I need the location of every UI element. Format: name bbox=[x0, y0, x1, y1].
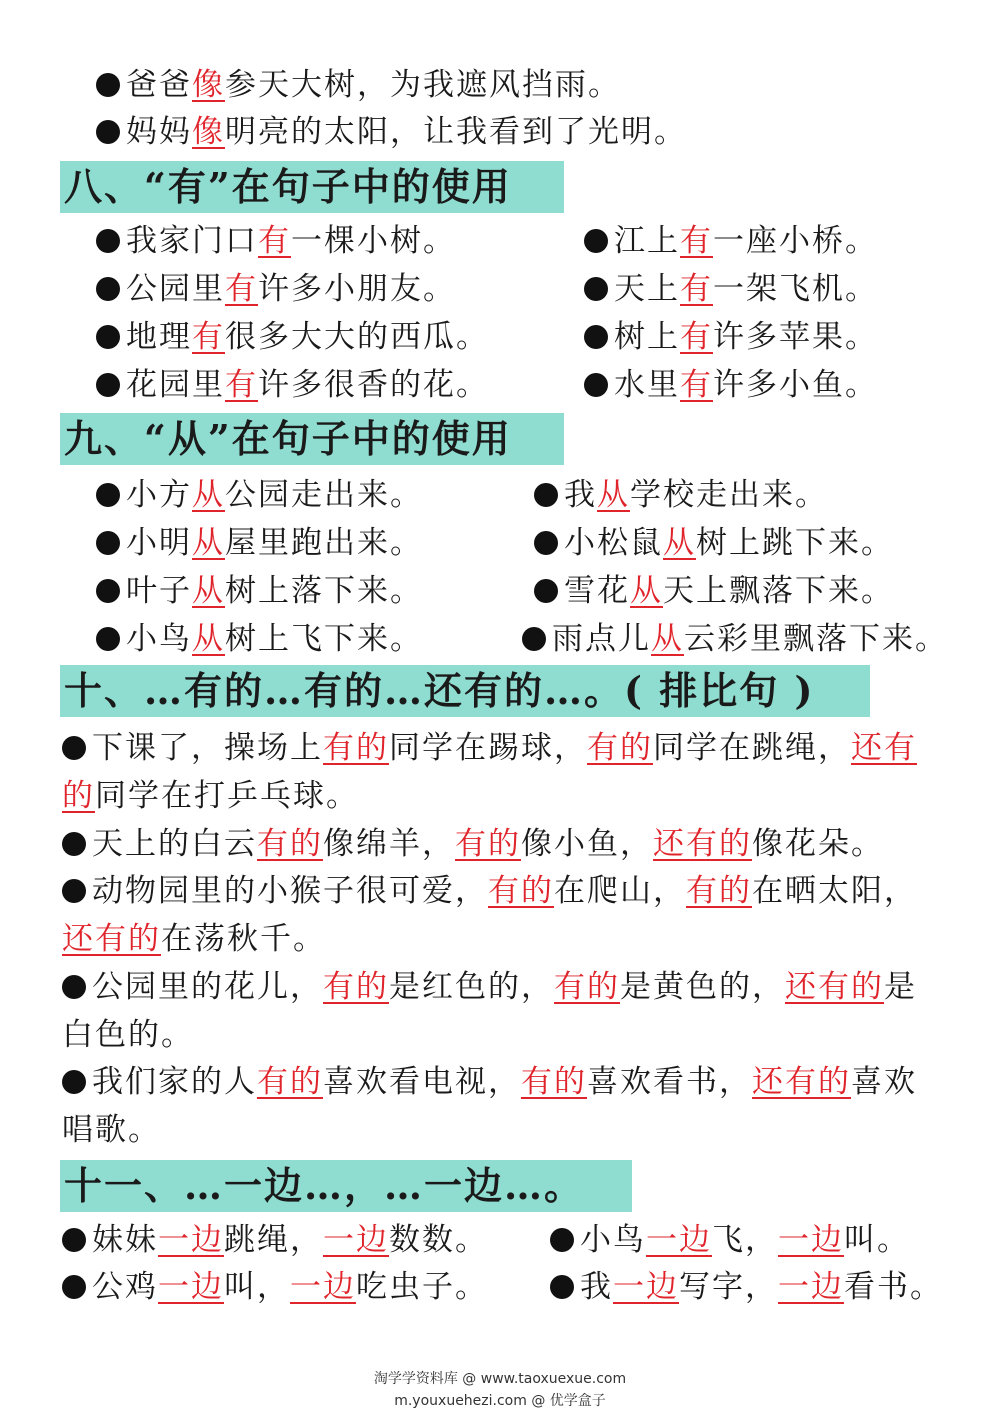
text: 许多小朋友。 bbox=[258, 271, 456, 307]
sec9-left-item bbox=[96, 571, 423, 611]
sec10-line bbox=[62, 1110, 161, 1150]
text: 学校走出来。 bbox=[630, 477, 828, 513]
highlight: 有的 bbox=[488, 873, 554, 909]
sec8-right-item bbox=[584, 317, 878, 357]
text: 写字， bbox=[679, 1269, 778, 1305]
text: 妹妹 bbox=[92, 1222, 158, 1258]
text: 是黄色的， bbox=[620, 969, 785, 1005]
sec10-line bbox=[62, 728, 917, 768]
bullet-icon bbox=[96, 325, 120, 349]
highlight: 有的 bbox=[554, 969, 620, 1005]
sec10-line bbox=[62, 919, 326, 959]
text: 叫， bbox=[224, 1269, 290, 1305]
text: 爸爸 bbox=[126, 67, 192, 103]
text: 一棵小树。 bbox=[291, 223, 456, 259]
text: 天上 bbox=[614, 271, 680, 307]
bullet-icon bbox=[584, 373, 608, 397]
highlight: 有 bbox=[225, 271, 258, 307]
highlight: 还有的 bbox=[62, 921, 161, 957]
highlight: 有 bbox=[680, 367, 713, 403]
text: 小明 bbox=[126, 525, 192, 561]
highlight: 从 bbox=[192, 621, 225, 657]
text: 我 bbox=[564, 477, 597, 513]
text: 明亮的太阳，让我看到了光明。 bbox=[225, 114, 687, 150]
highlight: 有的 bbox=[323, 730, 389, 766]
sec10-line bbox=[62, 871, 917, 911]
text: 是红色的， bbox=[389, 969, 554, 1005]
bullet-icon bbox=[550, 1228, 574, 1252]
text: 是 bbox=[884, 969, 917, 1005]
sec9-right-item bbox=[534, 523, 894, 563]
highlight: 有 bbox=[680, 223, 713, 259]
sec8-left-item bbox=[96, 221, 456, 261]
sec10-line bbox=[62, 1062, 917, 1102]
text: 动物园里的小猴子很可爱， bbox=[92, 873, 488, 909]
bullet-icon bbox=[62, 736, 86, 760]
text: 一座小桥。 bbox=[713, 223, 878, 259]
bullet-icon bbox=[534, 531, 558, 555]
text: 同学在跳绳， bbox=[653, 730, 851, 766]
text: 像小鱼， bbox=[521, 826, 653, 862]
highlight: 有的 bbox=[455, 826, 521, 862]
sec8-right-item bbox=[584, 221, 878, 261]
sec8-left-item bbox=[96, 365, 489, 405]
bullet-icon bbox=[584, 277, 608, 301]
text: 叶子 bbox=[126, 573, 192, 609]
sec9-left-item bbox=[96, 619, 423, 659]
highlight: 像 bbox=[192, 114, 225, 150]
text: 许多小鱼。 bbox=[713, 367, 878, 403]
text: 飞， bbox=[712, 1222, 778, 1258]
text: 一架飞机。 bbox=[713, 271, 878, 307]
text: 树上飞下来。 bbox=[225, 621, 423, 657]
text: 花园里 bbox=[126, 367, 225, 403]
highlight: 有 bbox=[680, 319, 713, 355]
text: 屋里跑出来。 bbox=[225, 525, 423, 561]
text: 小松鼠 bbox=[564, 525, 663, 561]
sec8-left-item bbox=[96, 317, 489, 357]
highlight: 从 bbox=[651, 621, 684, 657]
text: 在荡秋千。 bbox=[161, 921, 326, 957]
bullet-icon bbox=[96, 277, 120, 301]
text: 小鸟 bbox=[580, 1222, 646, 1258]
text: 公园走出来。 bbox=[225, 477, 423, 513]
section-11-heading: 十一、…一边…，…一边…。 bbox=[60, 1160, 632, 1212]
text: 在晒太阳， bbox=[752, 873, 917, 909]
highlight: 一边 bbox=[646, 1222, 712, 1258]
highlight: 还有的 bbox=[653, 826, 752, 862]
bullet-icon bbox=[96, 579, 120, 603]
text: 小方 bbox=[126, 477, 192, 513]
highlight: 一边 bbox=[158, 1269, 224, 1305]
bullet-icon bbox=[584, 325, 608, 349]
highlight: 从 bbox=[597, 477, 630, 513]
highlight: 一边 bbox=[158, 1222, 224, 1258]
text: 水里 bbox=[614, 367, 680, 403]
highlight: 一边 bbox=[778, 1269, 844, 1305]
bullet-icon bbox=[534, 483, 558, 507]
highlight: 从 bbox=[663, 525, 696, 561]
highlight: 有 bbox=[258, 223, 291, 259]
text: 像花朵。 bbox=[752, 826, 884, 862]
highlight: 有 bbox=[680, 271, 713, 307]
text: 在爬山， bbox=[554, 873, 686, 909]
bullet-icon bbox=[62, 879, 86, 903]
highlight: 有的 bbox=[323, 969, 389, 1005]
highlight: 的 bbox=[62, 778, 95, 814]
text: 同学在踢球， bbox=[389, 730, 587, 766]
highlight: 有的 bbox=[686, 873, 752, 909]
text: 许多苹果。 bbox=[713, 319, 878, 355]
highlight: 有的 bbox=[257, 826, 323, 862]
highlight: 从 bbox=[192, 525, 225, 561]
bullet-icon bbox=[62, 1228, 86, 1252]
sec10-line bbox=[62, 967, 917, 1007]
intro-line-1 bbox=[96, 65, 621, 105]
sec9-right-item bbox=[534, 571, 894, 611]
bullet-icon bbox=[96, 73, 120, 97]
text: 树上 bbox=[614, 319, 680, 355]
text: 公鸡 bbox=[92, 1269, 158, 1305]
text: 妈妈 bbox=[126, 114, 192, 150]
text: 树上跳下来。 bbox=[696, 525, 894, 561]
text: 吃虫子。 bbox=[356, 1269, 488, 1305]
text: 喜欢看电视， bbox=[323, 1064, 521, 1100]
text: 小鸟 bbox=[126, 621, 192, 657]
text: 唱歌。 bbox=[62, 1112, 161, 1148]
text: 许多很香的花。 bbox=[258, 367, 489, 403]
highlight: 像 bbox=[192, 67, 225, 103]
bullet-icon bbox=[584, 229, 608, 253]
sec11-left-item bbox=[62, 1267, 488, 1307]
text: 参天大树，为我遮风挡雨。 bbox=[225, 67, 621, 103]
highlight: 有 bbox=[225, 367, 258, 403]
text: 跳绳， bbox=[224, 1222, 323, 1258]
sec9-right-item bbox=[522, 619, 948, 659]
bullet-icon bbox=[96, 627, 120, 651]
text: 雪花 bbox=[564, 573, 630, 609]
bullet-icon bbox=[522, 627, 546, 651]
highlight: 一边 bbox=[778, 1222, 844, 1258]
bullet-icon bbox=[62, 1275, 86, 1299]
highlight: 还有 bbox=[851, 730, 917, 766]
text: 看书。 bbox=[844, 1269, 943, 1305]
bullet-icon bbox=[96, 373, 120, 397]
section-9-heading: 九、“从”在句子中的使用 bbox=[60, 413, 564, 465]
section-8-heading: 八、“有”在句子中的使用 bbox=[60, 161, 564, 213]
text: 我 bbox=[580, 1269, 613, 1305]
highlight: 有的 bbox=[521, 1064, 587, 1100]
text: 像绵羊， bbox=[323, 826, 455, 862]
text: 地理 bbox=[126, 319, 192, 355]
bullet-icon bbox=[96, 229, 120, 253]
text: 我们家的人 bbox=[92, 1064, 257, 1100]
bullet-icon bbox=[62, 975, 86, 999]
bullet-icon bbox=[62, 1070, 86, 1094]
sec8-right-item bbox=[584, 269, 878, 309]
section-10-heading: 十、…有的…有的…还有的…。( 排比句 ) bbox=[60, 665, 870, 717]
bullet-icon bbox=[96, 120, 120, 144]
highlight: 有的 bbox=[587, 730, 653, 766]
footer-line-1: 淘学学资料库 @ www.taoxuexue.com bbox=[373, 1371, 627, 1387]
bullet-icon bbox=[550, 1275, 574, 1299]
text: 江上 bbox=[614, 223, 680, 259]
text: 白色的。 bbox=[62, 1017, 194, 1053]
intro-line-2 bbox=[96, 112, 687, 152]
sec9-left-item bbox=[96, 475, 423, 515]
text: 树上落下来。 bbox=[225, 573, 423, 609]
sec11-right-item bbox=[550, 1267, 943, 1307]
highlight: 还有的 bbox=[752, 1064, 851, 1100]
bullet-icon bbox=[534, 579, 558, 603]
text: 雨点儿 bbox=[552, 621, 651, 657]
footer-line-2: m.youxuehezi.com @ 优学盒子 bbox=[394, 1393, 606, 1409]
sec8-right-item bbox=[584, 365, 878, 405]
text: 天上飘落下来。 bbox=[663, 573, 894, 609]
text: 公园里 bbox=[126, 271, 225, 307]
bullet-icon bbox=[62, 832, 86, 856]
text: 喜欢看书， bbox=[587, 1064, 752, 1100]
text: 下课了，操场上 bbox=[92, 730, 323, 766]
highlight: 有 bbox=[192, 319, 225, 355]
highlight: 一边 bbox=[290, 1269, 356, 1305]
highlight: 从 bbox=[192, 573, 225, 609]
bullet-icon bbox=[96, 483, 120, 507]
highlight: 一边 bbox=[323, 1222, 389, 1258]
sec10-line bbox=[62, 824, 884, 864]
sec11-right-item bbox=[550, 1220, 910, 1260]
text: 喜欢 bbox=[851, 1064, 917, 1100]
text: 云彩里飘落下来。 bbox=[684, 621, 948, 657]
text: 叫。 bbox=[844, 1222, 910, 1258]
text: 同学在打乒乓球。 bbox=[95, 778, 359, 814]
sec11-left-item bbox=[62, 1220, 488, 1260]
sec8-left-item bbox=[96, 269, 456, 309]
highlight: 有的 bbox=[257, 1064, 323, 1100]
highlight: 从 bbox=[630, 573, 663, 609]
sec10-line bbox=[62, 1015, 194, 1055]
text: 公园里的花儿， bbox=[92, 969, 323, 1005]
highlight: 还有的 bbox=[785, 969, 884, 1005]
sec10-line bbox=[62, 776, 359, 816]
text: 天上的白云 bbox=[92, 826, 257, 862]
text: 数数。 bbox=[389, 1222, 488, 1258]
text: 很多大大的西瓜。 bbox=[225, 319, 489, 355]
sec9-left-item bbox=[96, 523, 423, 563]
highlight: 从 bbox=[192, 477, 225, 513]
bullet-icon bbox=[96, 531, 120, 555]
sec9-right-item bbox=[534, 475, 828, 515]
highlight: 一边 bbox=[613, 1269, 679, 1305]
text: 我家门口 bbox=[126, 223, 258, 259]
